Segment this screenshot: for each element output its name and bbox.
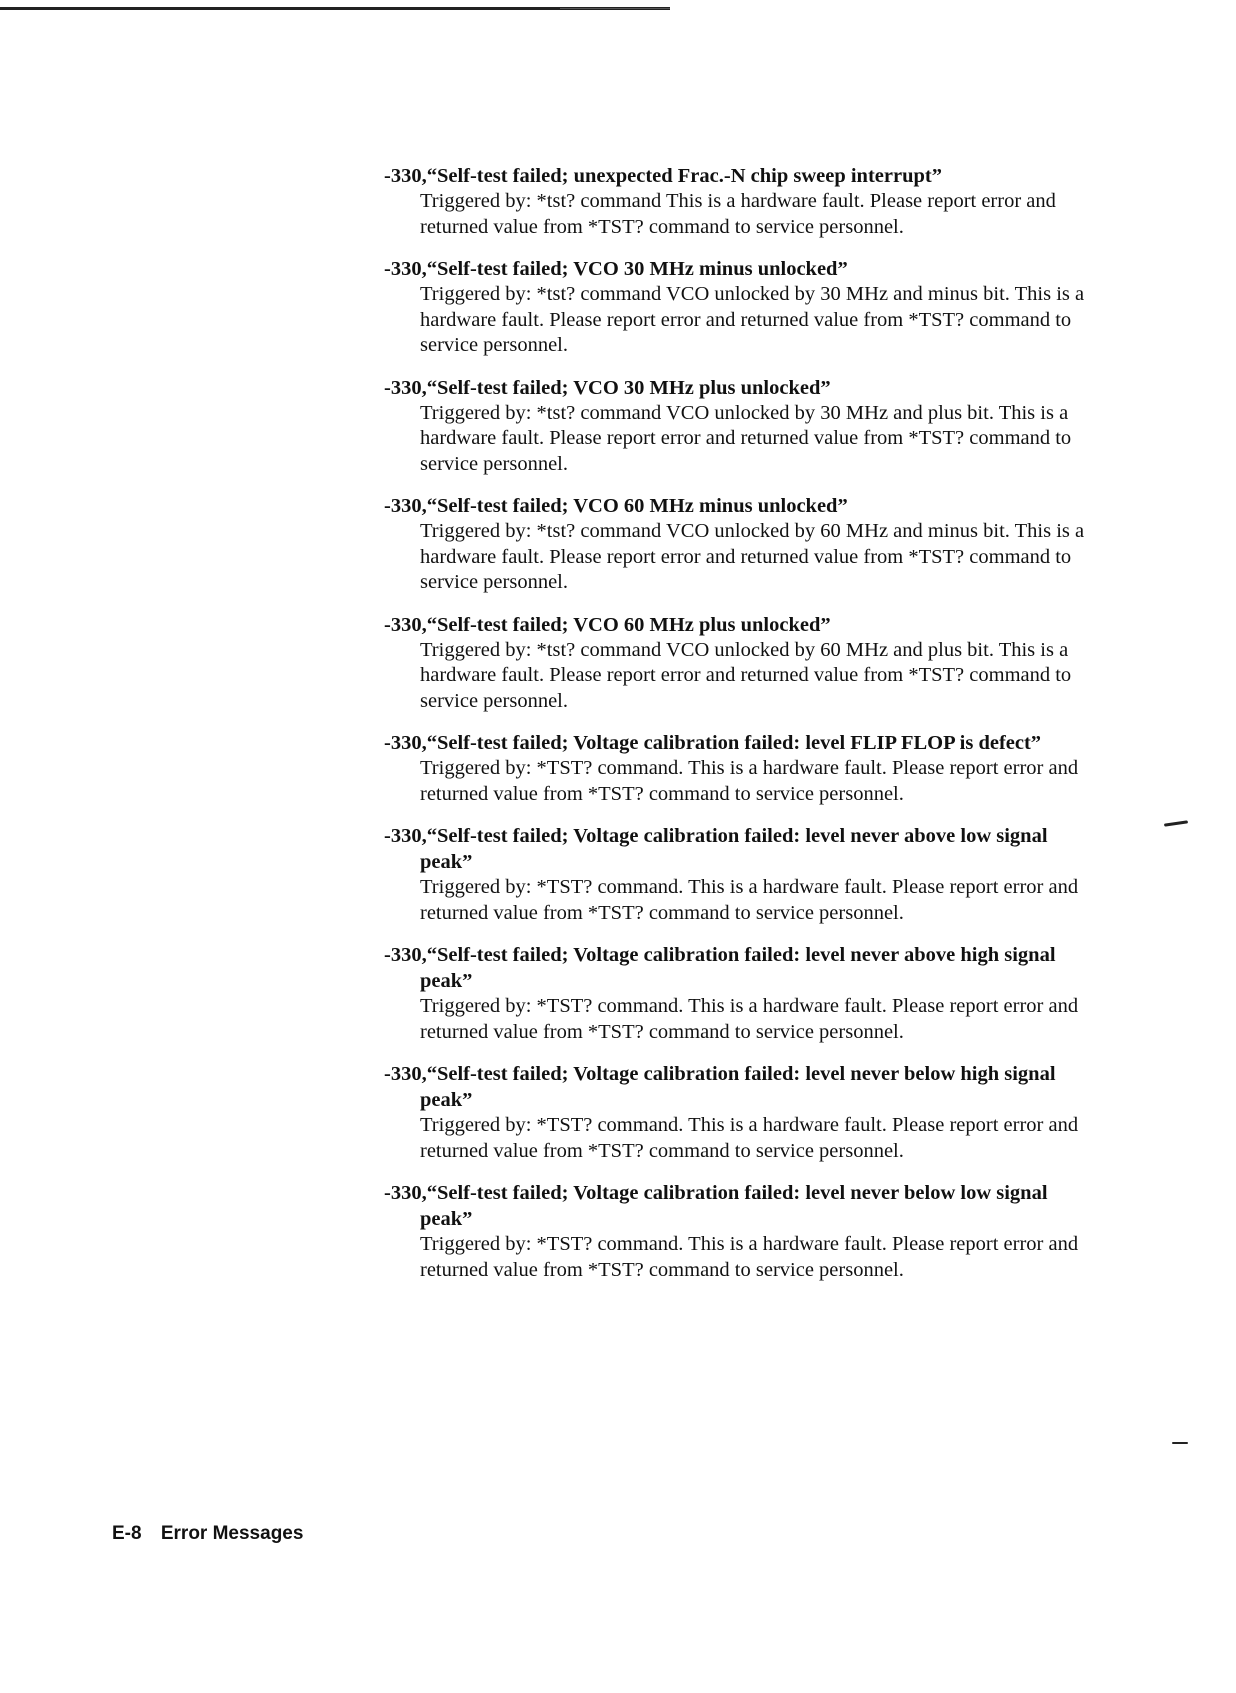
page-footer	[112, 1523, 303, 1545]
error-entry-title: -330,“Self-test failed; Voltage calibration failed: level never below low signal peak”	[384, 1182, 1048, 1230]
error-entry-title: -330,“Self-test failed; unexpected Frac.-N chip sweep interrupt”	[384, 165, 942, 187]
page-number: E-8	[112, 1523, 142, 1544]
section-title: Error Messages	[160, 1523, 304, 1544]
error-entry	[384, 1180, 1104, 1283]
error-entry-description: Triggered by: *tst? command This is a hardware fault. Please report error and returned value from *TST? command to service personnel.	[420, 190, 1056, 238]
error-entry-description: Triggered by: *TST? command. This is a hardware fault. Please report error and returned value from *TST? command to service personnel.	[420, 1233, 1079, 1281]
error-entry-title: -330,“Self-test failed; VCO 60 MHz plus unlocked”	[384, 613, 831, 636]
error-entry-title: -330,“Self-test failed; VCO 30 MHz plus unlocked”	[384, 376, 831, 399]
error-entry-title: -330,“Self-test failed; Voltage calibration failed: level never above low signal peak”	[384, 825, 1048, 873]
error-entry	[384, 375, 1104, 478]
error-entry	[384, 256, 1104, 359]
error-entry-description: Triggered by: *tst? command VCO unlocked by 60 MHz and plus bit. This is a hardware fault. Please report error and returned value from *TST? command to service personnel.	[420, 638, 1072, 712]
error-entry-title: -330,“Self-test failed; VCO 60 MHz minus unlocked”	[384, 495, 848, 517]
error-entry-description: Triggered by: *TST? command. This is a hardware fault. Please report error and returned value from *TST? command to service personnel.	[420, 876, 1079, 924]
error-entry	[384, 163, 1104, 240]
error-message-list	[384, 163, 1104, 1299]
error-entry-title: -330,“Self-test failed; VCO 30 MHz minus unlocked”	[384, 258, 848, 280]
margin-mark	[1164, 820, 1188, 826]
error-entry-description: Triggered by: *tst? command VCO unlocked by 60 MHz and minus bit. This is a hardware fault. Please report error and returned value from *TST? command to service personnel.	[420, 520, 1085, 593]
margin-mark	[1172, 1442, 1188, 1444]
error-entry-description: Triggered by: *TST? command. This is a hardware fault. Please report error and returned value from *TST? command to service personnel.	[420, 1114, 1079, 1162]
error-entry	[384, 942, 1104, 1045]
top-rule-extension	[560, 8, 670, 9]
error-entry	[384, 1061, 1104, 1164]
error-entry-title: -330,“Self-test failed; Voltage calibration failed: level FLIP FLOP is defect”	[384, 732, 1042, 754]
error-entry-description: Triggered by: *tst? command VCO unlocked by 30 MHz and plus bit. This is a hardware fault. Please report error and returned value from *TST? command to service personnel.	[420, 401, 1072, 475]
error-entry-title: -330,“Self-test failed; Voltage calibration failed: level never above high signal peak”	[384, 944, 1056, 992]
error-entry	[384, 823, 1104, 926]
error-entry-description: Triggered by: *tst? command VCO unlocked by 30 MHz and minus bit. This is a hardware fault. Please report error and returned value from *TST? command to service personnel.	[420, 283, 1085, 356]
error-entry	[384, 730, 1104, 807]
error-entry-description: Triggered by: *TST? command. This is a hardware fault. Please report error and returned value from *TST? command to service personnel.	[420, 757, 1079, 805]
error-entry	[384, 493, 1104, 596]
error-entry	[384, 612, 1104, 715]
error-entry-description: Triggered by: *TST? command. This is a hardware fault. Please report error and returned value from *TST? command to service personnel.	[420, 995, 1079, 1043]
error-entry-title: -330,“Self-test failed; Voltage calibration failed: level never below high signal peak”	[384, 1063, 1056, 1111]
